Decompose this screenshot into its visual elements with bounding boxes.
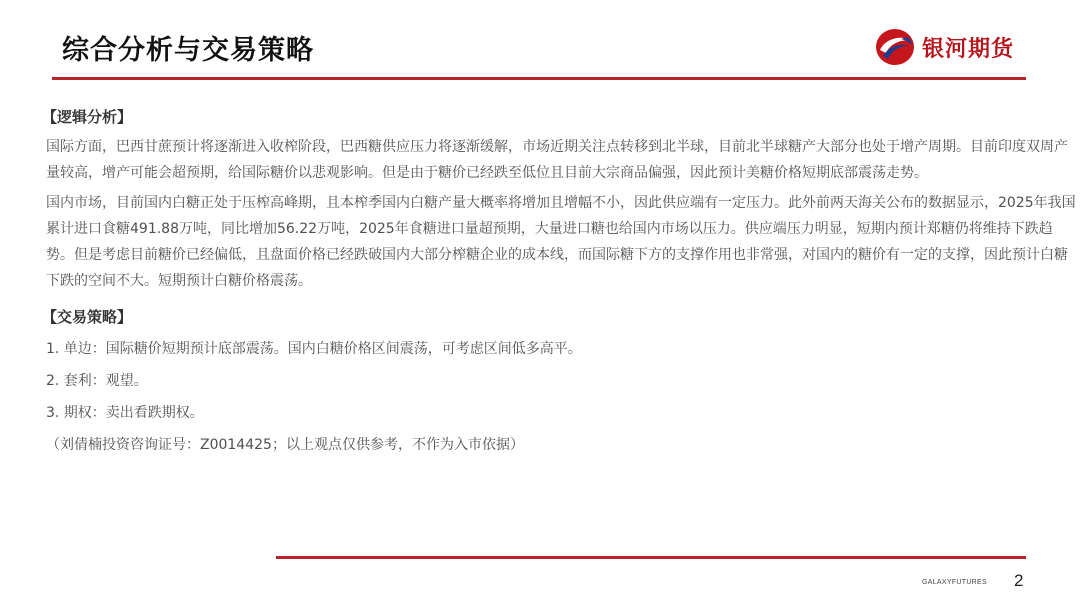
logic-paragraph-domestic: 国内市场，目前国内白糖正处于压榨高峰期，且本榨季国内白糖产量大概率将增加且增幅不小，因此供应端有一定压力。此外前两天海关公布的数据显示，2025年我国累计进口食糖491.88万吨，同比增加56.22万吨，2025年食糖进口量超预期，大量进口糖也给国内市场以压力。供应端压力明显，短期内预计郑糖仍将维持下跌趋势。但是考虑目前糖价已经偏低，且盘面价格已经跌破国内大部分榨糖企业的成本线，而国际糖下方的支撑作用也非常强，对国内的糖价有一定的支撑，因此预计白糖下跌的空间不大。短期预计白糖价格震荡。 <box>46 195 1076 289</box>
strategy-item-single-side: 1. 单边：国际糖价短期预计底部震荡。国内白糖价格区间震荡，可考虑区间低多高平。 <box>46 341 582 357</box>
header-divider <box>52 77 1026 80</box>
logo-text: 银河期货 <box>922 36 1015 62</box>
main-content <box>42 104 1080 458</box>
footer-brand: GALAXYFUTURES <box>922 579 987 586</box>
page-title: 综合分析与交易策略 <box>62 35 314 66</box>
logic-section-heading: 【逻辑分析】 <box>42 108 133 126</box>
strategy-item-options: 3. 期权：卖出看跌期权。 <box>46 405 204 421</box>
footer-divider <box>276 556 1026 559</box>
disclaimer-note: （刘倩楠投资咨询证号：Z0014425；以上观点仅供参考，不作为入市依据） <box>46 437 524 453</box>
galaxy-logo-icon <box>874 27 916 67</box>
strategy-section-heading: 【交易策略】 <box>42 308 133 326</box>
page-number: 2 <box>1014 571 1024 590</box>
logic-paragraph-international: 国际方面，巴西甘蔗预计将逐渐进入收榨阶段，巴西糖供应压力将逐渐缓解，市场近期关注点转移到北半球，目前北半球糖产大部分也处于增产周期。目前印度双周产量较高，增产可能会超预期，给国际糖价以悲观影响。但是由于糖价已经跌至低位且目前大宗商品偏强，因此预计美糖价格短期底部震荡走势。 <box>46 139 1068 181</box>
strategy-item-arbitrage: 2. 套利：观望。 <box>46 373 148 389</box>
company-logo <box>874 27 1014 67</box>
